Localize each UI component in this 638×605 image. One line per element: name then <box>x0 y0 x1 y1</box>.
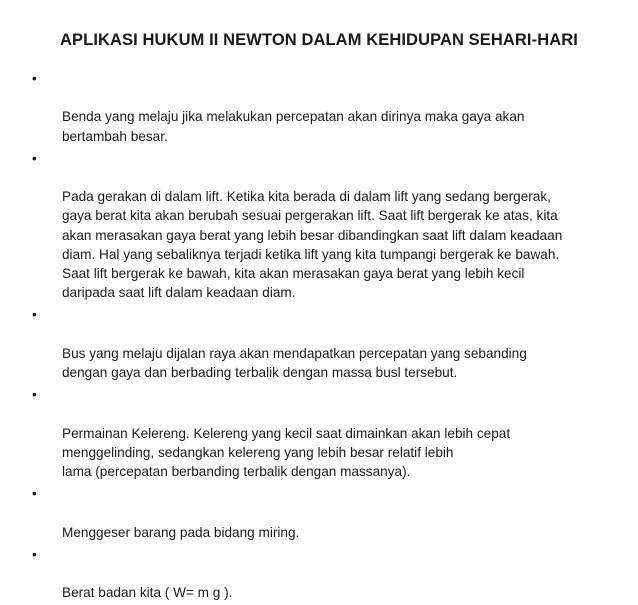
bullet-text: Menggeser barang pada bidang miring. <box>62 524 300 540</box>
bullet-text: Berat badan kita ( W= m g ). <box>62 585 233 601</box>
slide-title: APLIKASI HUKUM II NEWTON DALAM KEHIDUPAN SEHARI-HARI <box>60 31 578 49</box>
bullet-list <box>32 69 602 605</box>
bullet-text: Pada gerakan di dalam lift. Ketika kita berada di dalam lift yang sedang bergerak, gaya berat kita akan berubah sesuai pergerakan lift. Saat lift bergerak ke atas, kita akan merasakan gaya berat yang lebih besar dibandingkan saat lift dalam keadaan diam. Hal yang sebaliknya terjadi ketika lift yang kita tumpangi bergerak ke bawah. Saat lift bergerak ke bawah, kita akan merasakan gaya berat yang lebih kecil daripada saat lift dalam keadaan diam. <box>62 189 563 301</box>
bullet-item <box>32 149 602 303</box>
bullet-icon: • <box>32 486 37 502</box>
bullet-text: Benda yang melaju jika melakukan percepatan akan dirinya maka gaya akan bertambah besar. <box>62 109 525 144</box>
bullet-item <box>32 545 602 603</box>
bullet-text: Permainan Kelereng. Kelereng yang kecil saat dimainkan akan lebih cepat menggelinding, sedangkan kelereng yang lebih besar relatif lebih lama (percepatan berbanding terbalik dengan massanya). <box>62 425 511 480</box>
bullet-icon: • <box>32 307 37 323</box>
bullet-icon: • <box>32 71 37 86</box>
bullet-text: Bus yang melaju dijalan raya akan mendapatkan percepatan yang sebanding dengan gaya dan berbading terbalik dengan massa busl tersebut. <box>62 345 527 381</box>
bullet-icon: • <box>32 387 37 403</box>
bullet-icon: • <box>32 150 37 166</box>
bullet-item <box>32 385 602 481</box>
bullet-icon: • <box>32 546 37 562</box>
bullet-item <box>32 305 602 382</box>
bullet-item <box>32 484 602 542</box>
bullet-item <box>32 69 602 146</box>
